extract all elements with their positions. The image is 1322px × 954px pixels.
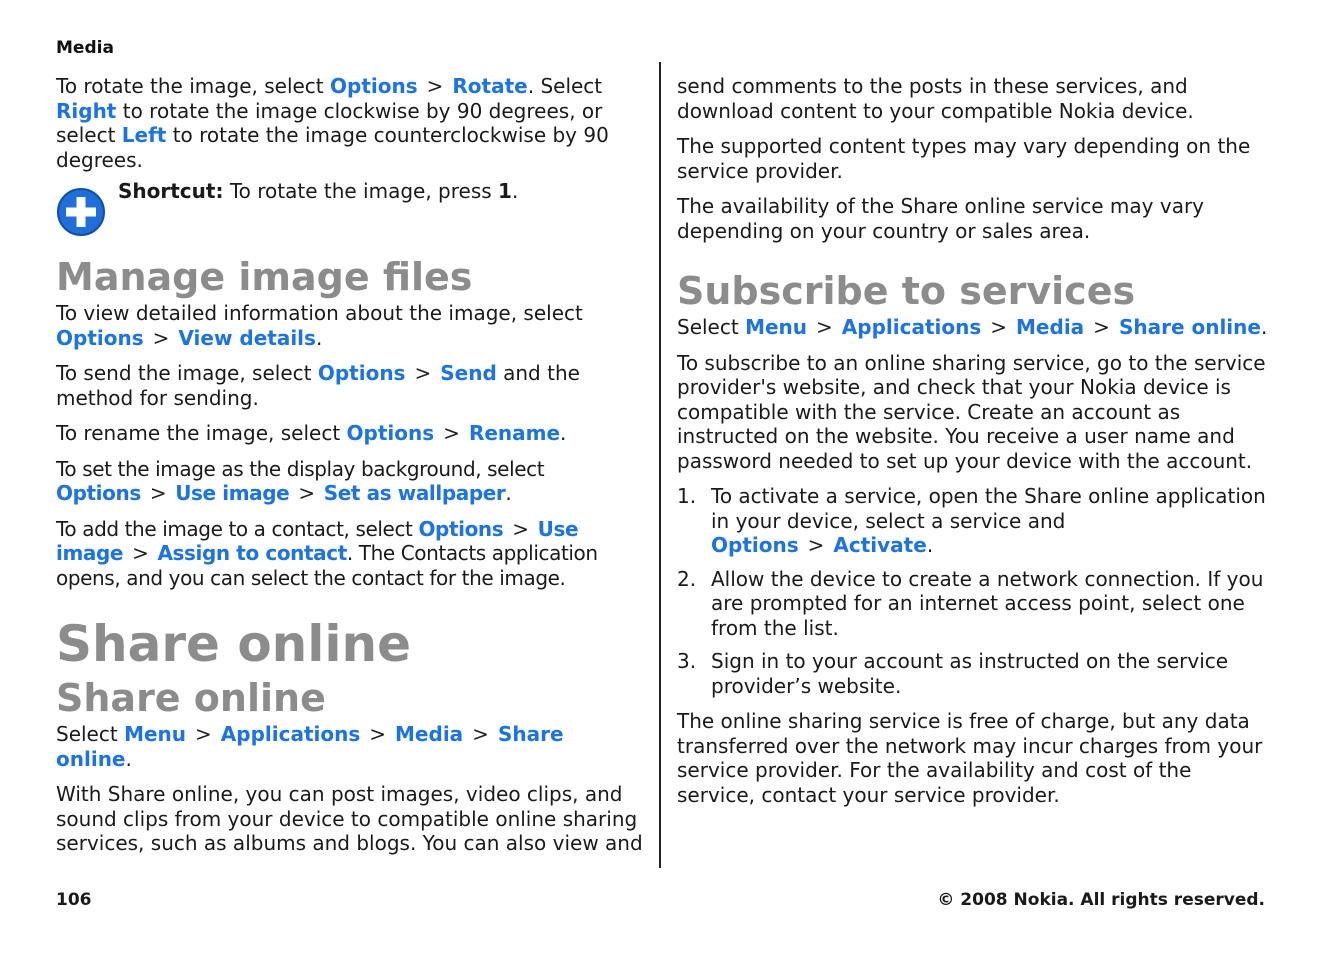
assign-to-contact-link[interactable]: Assign to contact [157,541,347,565]
contact-paragraph: To add the image to a contact, select Options > Use image > Assign to contact. The Contacts application opens, and you can select the contact for the image. [56,516,598,590]
separator: > [443,421,460,445]
page-number: 106 [56,890,92,910]
shortcut-label: Shortcut: [118,179,224,203]
menu-link[interactable]: Menu [745,315,808,339]
separator: > [512,516,529,541]
column-divider [659,62,661,868]
rename-paragraph: To rename the image, select Options > Rename. [56,421,567,445]
section-label: Media [56,38,114,58]
separator: > [816,315,833,339]
rename-link[interactable]: Rename [468,421,561,445]
options-link[interactable]: Options [330,74,418,98]
separator: > [369,722,387,746]
applications-link[interactable]: Applications [841,315,982,339]
send-paragraph: To send the image, select Options > Send and the method for sending. [56,361,580,410]
shortcut-tip: Shortcut: To rotate the image, press 1. [56,183,646,243]
separator: > [807,533,825,557]
media-link[interactable]: Media [1016,315,1085,339]
set-as-wallpaper-link[interactable]: Set as wallpaper [323,481,506,505]
separator: > [149,481,167,505]
list-item: 2. Allow the device to create a network connection. If you are prompted for an internet access point, select one from the list. [677,566,1264,640]
options-link[interactable]: Options [56,481,141,505]
separator: > [195,722,212,746]
share-description: With Share online, you can post images, video clips, and sound clips from your device to compatible online sharing services, such as albums and blogs. You can also view and [56,782,643,855]
continued-paragraph: send comments to the posts in these services, and download content to your compatible Nokia device. [677,74,1194,123]
share-online-link[interactable]: Share online [56,722,564,771]
applications-link[interactable]: Applications [220,722,361,746]
subscribe-heading: Subscribe to services [677,269,1136,313]
select-path: Select Menu > Applications > Media > Share online. [56,722,564,771]
separator: > [990,315,1008,339]
copyright: © 2008 Nokia. All rights reserved. [937,890,1265,910]
left-link[interactable]: Left [121,123,167,147]
charges-paragraph: The online sharing service is free of charge, but any data transferred over the network may incur charges from your service provider. For the availability and cost of the service, contact your service provider. [677,709,1263,807]
use-image-link[interactable]: Use image [175,481,290,505]
content-types-paragraph: The supported content types may vary depending on the service provider. [677,134,1251,183]
left-column [56,74,646,867]
list-item: 1. To activate a service, open the Share online application in your device, select a service and Options > Activate. [677,484,1266,557]
options-link[interactable]: Options [711,533,799,557]
step-number: 1. [677,484,697,508]
options-link[interactable]: Options [418,516,504,541]
separator: > [414,361,432,385]
use-image-link[interactable]: Use image [56,516,579,565]
share-online-title: Share online [56,615,412,673]
right-link[interactable]: Right [56,98,117,123]
share-online-subtitle: Share online [56,676,326,720]
send-link[interactable]: Send [440,361,497,385]
right-column [677,74,1269,818]
share-online-link[interactable]: Share online [1118,315,1261,339]
options-link[interactable]: Options [56,325,144,350]
separator: > [152,325,170,350]
subscribe-description: To subscribe to an online sharing service, go to the service provider's website, and check that your Nokia device is compatible with the service. Create an account as instructed on the website. You receive a user name and password needed to set up your device with the account. [677,350,1266,473]
separator: > [132,541,149,565]
separator: > [472,722,489,746]
options-link[interactable]: Options [317,361,406,385]
step-number: 3. [677,649,697,673]
shortcut-key: 1 [498,179,512,203]
list-item: 3. Sign in to your account as instructed on the service provider’s website. [677,649,1229,698]
menu-link[interactable]: Menu [124,722,187,746]
options-link[interactable]: Options [346,421,435,445]
availability-paragraph: The availability of the Share online service may vary depending on your country or sales area. [677,194,1205,243]
separator: > [426,74,444,98]
details-paragraph: To view detailed information about the image, select Options > View details. [56,301,583,350]
manage-image-files-heading: Manage image files [56,255,473,299]
media-link[interactable]: Media [395,722,464,746]
separator: > [1093,315,1110,339]
view-details-link[interactable]: View details [178,325,316,350]
rotate-paragraph: To rotate the image, select Options > Rotate. Select Right to rotate the image clockwise by 90 degrees, or select Left to rotate the image counterclockwise by 90 degrees. [56,74,609,172]
steps-list [677,484,1269,698]
separator: > [298,481,315,505]
step-number: 2. [677,566,697,591]
wallpaper-paragraph: To set the image as the display background, select Options > Use image > Set as wallpaper. [56,456,545,505]
plus-circle-icon [56,187,106,237]
select-path: Select Menu > Applications > Media > Share online. [677,315,1268,339]
rotate-link[interactable]: Rotate [452,74,528,98]
activate-link[interactable]: Activate [833,533,927,557]
